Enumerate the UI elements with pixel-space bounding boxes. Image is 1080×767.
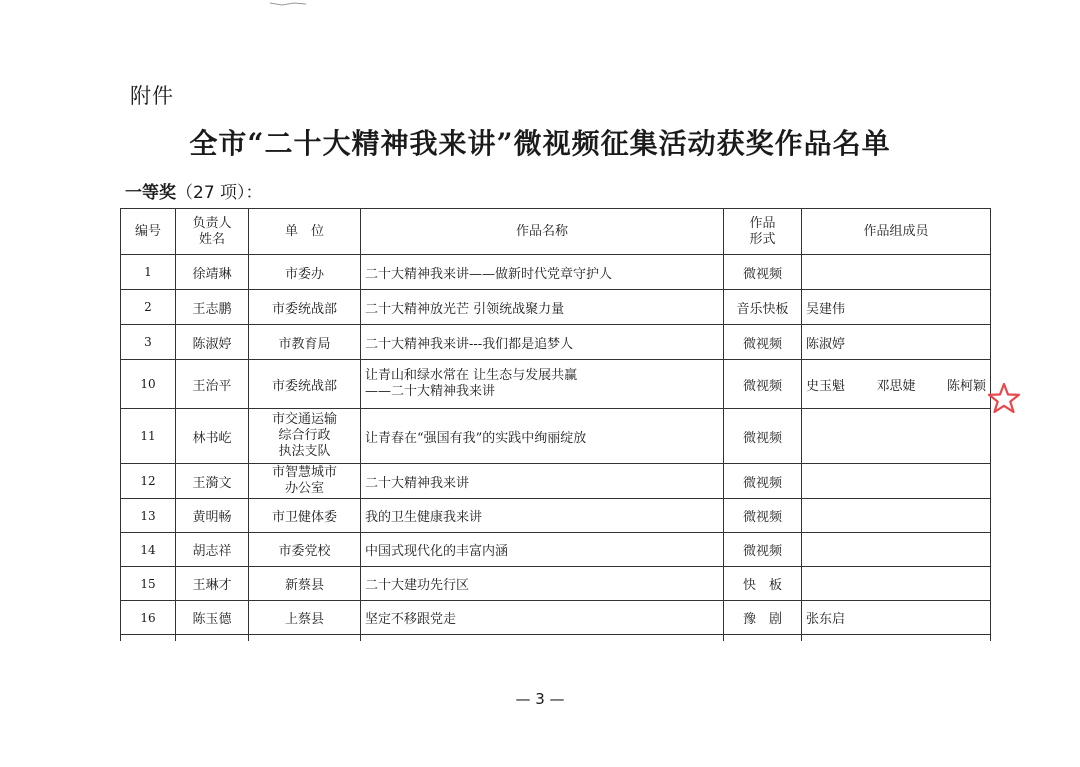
row-unit-line2: 办公室 bbox=[284, 481, 324, 496]
row-no: 16 bbox=[121, 601, 176, 635]
row-unit: 市卫健体委 bbox=[249, 499, 361, 533]
row-leader: 陈玉德 bbox=[176, 601, 249, 635]
row-work: 坚定不移跟党走 bbox=[361, 601, 724, 635]
header-work: 作品名称 bbox=[361, 209, 724, 255]
row-members: 张东启 bbox=[802, 601, 991, 635]
row-unit: 市委办 bbox=[249, 255, 361, 290]
row-unit-line1: 市智慧城市 bbox=[271, 465, 337, 480]
member-name: 史玉魁 bbox=[806, 378, 846, 394]
row-work: 二十大精神放光芒 引领统战聚力量 bbox=[361, 290, 724, 325]
table-row bbox=[121, 567, 991, 601]
award-count: （27 项）： bbox=[176, 183, 263, 203]
header-leader-line1: 负责人 bbox=[192, 215, 232, 231]
page-number: — 3 — bbox=[515, 690, 565, 708]
row-form: 微视频 bbox=[724, 499, 802, 533]
star-outline-icon bbox=[987, 382, 1021, 414]
row-no: 3 bbox=[121, 325, 176, 360]
row-work: 二十大建功先行区 bbox=[361, 567, 724, 601]
row-unit bbox=[249, 464, 361, 499]
row-members: 陈淑婷 bbox=[802, 325, 991, 360]
row-unit-line2: 综合行政 bbox=[278, 428, 331, 443]
row-no: 15 bbox=[121, 567, 176, 601]
row-leader: 王志鹏 bbox=[176, 290, 249, 325]
row-form: 微视频 bbox=[724, 325, 802, 360]
row-leader: 林书屹 bbox=[176, 409, 249, 464]
page-title: 全市“二十大精神我来讲”微视频征集活动获奖作品名单 bbox=[189, 127, 891, 160]
row-work-line1: 让青山和绿水常在 让生态与发展共赢 bbox=[365, 368, 578, 383]
row-work: 二十大精神我来讲 bbox=[361, 464, 724, 499]
row-unit-line3: 执法支队 bbox=[278, 444, 331, 459]
row-members bbox=[802, 409, 991, 464]
row-leader: 王治平 bbox=[176, 360, 249, 409]
row-no: 2 bbox=[121, 290, 176, 325]
row-members bbox=[802, 464, 991, 499]
row-members bbox=[802, 360, 991, 409]
attachment-label: 附件 bbox=[130, 84, 174, 108]
header-leader bbox=[176, 209, 249, 255]
row-members bbox=[802, 567, 991, 601]
row-unit: 市教育局 bbox=[249, 325, 361, 360]
header-form-line2: 形式 bbox=[749, 231, 776, 247]
table-row bbox=[121, 533, 991, 567]
row-leader: 黄明畅 bbox=[176, 499, 249, 533]
row-work: 我的卫生健康我来讲 bbox=[361, 499, 724, 533]
row-leader: 陈淑婷 bbox=[176, 325, 249, 360]
row-form: 微视频 bbox=[724, 255, 802, 290]
row-no: 11 bbox=[121, 409, 176, 464]
row-form: 微视频 bbox=[724, 533, 802, 567]
header-members: 作品组成员 bbox=[802, 209, 991, 255]
table-row-cutoff bbox=[121, 635, 991, 642]
table-row bbox=[121, 360, 991, 409]
row-unit: 上蔡县 bbox=[249, 601, 361, 635]
table-row bbox=[121, 255, 991, 290]
row-form: 快 板 bbox=[724, 567, 802, 601]
award-table bbox=[120, 208, 991, 641]
row-work: 中国式现代化的丰富内涵 bbox=[361, 533, 724, 567]
header-leader-line2: 姓名 bbox=[198, 231, 225, 247]
table-row bbox=[121, 409, 991, 464]
row-no: 14 bbox=[121, 533, 176, 567]
row-unit bbox=[249, 409, 361, 464]
award-label: 一等奖 bbox=[125, 183, 176, 203]
row-unit: 市委统战部 bbox=[249, 290, 361, 325]
row-form: 微视频 bbox=[724, 464, 802, 499]
row-form: 豫 剧 bbox=[724, 601, 802, 635]
table-row bbox=[121, 290, 991, 325]
table-row bbox=[121, 325, 991, 360]
row-leader: 胡志祥 bbox=[176, 533, 249, 567]
row-work: 二十大精神我来讲——做新时代党章守护人 bbox=[361, 255, 724, 290]
header-form-line1: 作品 bbox=[749, 215, 776, 231]
header-no: 编号 bbox=[121, 209, 176, 255]
row-unit: 新蔡县 bbox=[249, 567, 361, 601]
scan-mark bbox=[268, 0, 308, 10]
table-header-row bbox=[121, 209, 991, 255]
row-leader: 王琳才 bbox=[176, 567, 249, 601]
table-row bbox=[121, 464, 991, 499]
row-form: 微视频 bbox=[724, 360, 802, 409]
row-no: 10 bbox=[121, 360, 176, 409]
table-row bbox=[121, 601, 991, 635]
row-work: 让青春在“强国有我”的实践中绚丽绽放 bbox=[361, 409, 724, 464]
row-no: 13 bbox=[121, 499, 176, 533]
row-members bbox=[802, 533, 991, 567]
members-list bbox=[806, 375, 986, 394]
row-form: 音乐快板 bbox=[724, 290, 802, 325]
row-unit: 市委统战部 bbox=[249, 360, 361, 409]
header-unit: 单 位 bbox=[249, 209, 361, 255]
award-heading bbox=[125, 178, 263, 203]
row-work-line2: ——二十大精神我来讲 bbox=[365, 384, 496, 399]
row-work: 二十大精神我来讲---我们都是追梦人 bbox=[361, 325, 724, 360]
row-leader: 王漪文 bbox=[176, 464, 249, 499]
member-name: 邓思婕 bbox=[876, 378, 916, 394]
row-no: 12 bbox=[121, 464, 176, 499]
member-name: 陈柯颖 bbox=[946, 378, 986, 394]
row-members bbox=[802, 499, 991, 533]
row-members bbox=[802, 255, 991, 290]
row-unit-line1: 市交通运输 bbox=[271, 412, 337, 427]
table-row bbox=[121, 499, 991, 533]
row-members: 吴建伟 bbox=[802, 290, 991, 325]
row-leader: 徐靖琳 bbox=[176, 255, 249, 290]
row-unit: 市委党校 bbox=[249, 533, 361, 567]
row-no: 1 bbox=[121, 255, 176, 290]
header-form bbox=[724, 209, 802, 255]
row-form: 微视频 bbox=[724, 409, 802, 464]
row-work bbox=[361, 360, 724, 409]
